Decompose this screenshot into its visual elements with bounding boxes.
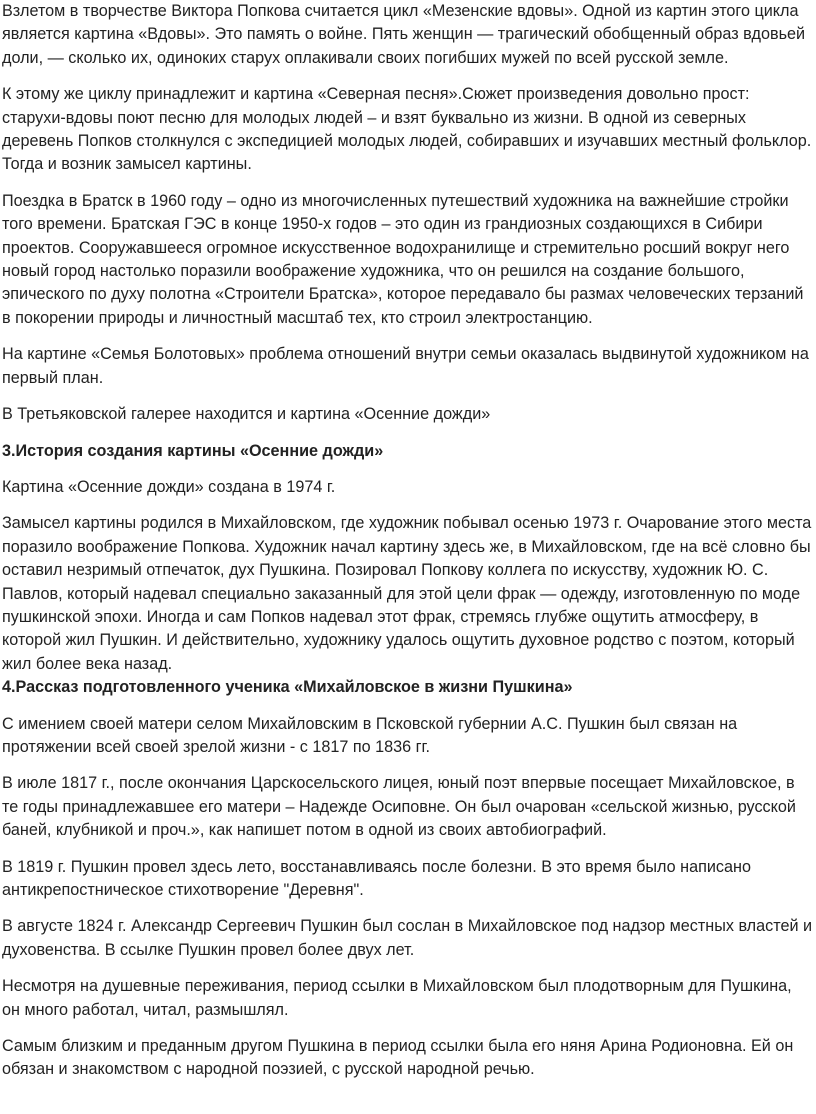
paragraph-painting-date: Картина «Осенние дожди» создана в 1974 г. [2,477,336,496]
heading-mikhailovskoe-story: 4.Рассказ подготовленного ученика «Михайловское в жизни Пушкина» [2,678,573,697]
paragraph-bolotov-family: На картине «Семья Болотовых» проблема отношений внутри семьи оказалась выдвинутой художником на первый план. [2,345,809,387]
paragraph-nanny-arina: Самым близким и преданным другом Пушкина в период ссылки была его няня Арина Родионовна. Ей он обязан и знакомством с народной поэзией, с русской народной речью. [2,1037,794,1079]
paragraph-estate-connection: С имением своей матери селом Михайловским в Псковской губернии А.С. Пушкин был связан на протяжении всей своей зрелой жизни - с 1817 по 1836 гг. [2,714,738,756]
paragraph-widows-cycle: Взлетом в творчестве Виктора Попкова считается цикл «Мезенские вдовы». Одной из картин этого цикла является картина «Вдовы». Это память о войне. Пять женщин — трагический обобщенный образ вдовьей доли, — сколько их, одиноких старух оплакивали своих погибших мужей по всей русской земле. [2,2,806,67]
paragraph-painting-idea: Замысел картины родился в Михайловском, где художник побывал осенью 1973 г. Очарование этого места поразило воображение Попкова. Художник начал картину здесь же, в Михайловском, где на всё словно бы оставил незримый отпечаток, дух Пушкина. Позировал Попкову коллега по искусству, художник Ю. С. Павлов, который надевал специально заказанный для этой цели фрак — одежду, изготовленную по моде пушкинской эпохи. Иногда и сам Попков надевал этот фрак, стремясь глубже ощутить атмосферу, в которой жил Пушкин. И действительно, художнику удалось ощутить духовное родство с поэтом, который жил более века назад. [2,514,812,673]
paragraph-tretyakov-gallery: В Третьяковской галерее находится и картина «Осенние дожди» [2,405,491,424]
paragraph-productive-exile: Несмотря на душевные переживания, период ссылки в Михайловском был плодотворным для Пушкина, он много работал, читал, размышлял. [2,977,792,1019]
paragraph-northern-song: К этому же циклу принадлежит и картина «Северная песня».Сюжет произведения довольно прост: старухи-вдовы поют песню для молодых людей – и взят буквально из жизни. В одной из северных деревень Попков столкнулся с экспедицией молодых людей, собиравших и изучавших местный фольклор. Тогда и возник замысел картины. [2,85,812,174]
paragraph-exile-1824: В августе 1824 г. Александр Сергеевич Пушкин был сослан в Михайловское под надзор местных властей и духовенства. В ссылке Пушкин провел более двух лет. [2,917,813,959]
paragraph-first-visit: В июле 1817 г., после окончания Царскосельского лицея, юный поэт впервые посещает Михайловское, в те годы принадлежавшее его матери – Надежде Осиповне. Он был очарован «сельской жизнью, русской баней, клубникой и проч.», как напишет потом в одной из своих автобиографий. [2,774,796,840]
document-page [2,0,814,1095]
heading-autumn-rains-history: 3.История создания картины «Осенние дожди» [2,441,384,460]
paragraph-bratsk-trip: Поездка в Братск в 1960 году – одно из многочисленных путешествий художника на важнейшие стройки того времени. Братская ГЭС в конце 1950-х годов – это один из грандиозных создающихся в Сибири проектов. Сооружавшееся огромное искусственное водохранилище и стремительно росший вокруг него новый город настолько поразили воображение художника, что он решился на создание большого, эпического по духу полотна «Строители Братска», которое передавало бы размах человеческих терзаний в покорении природы и личностный масштаб тех, кто строил электростанцию. [2,191,804,327]
paragraph-summer-1819: В 1819 г. Пушкин провел здесь лето, восстанавливаясь после болезни. В это время было написано антикрепостническое стихотворение "Деревня". [2,857,751,899]
